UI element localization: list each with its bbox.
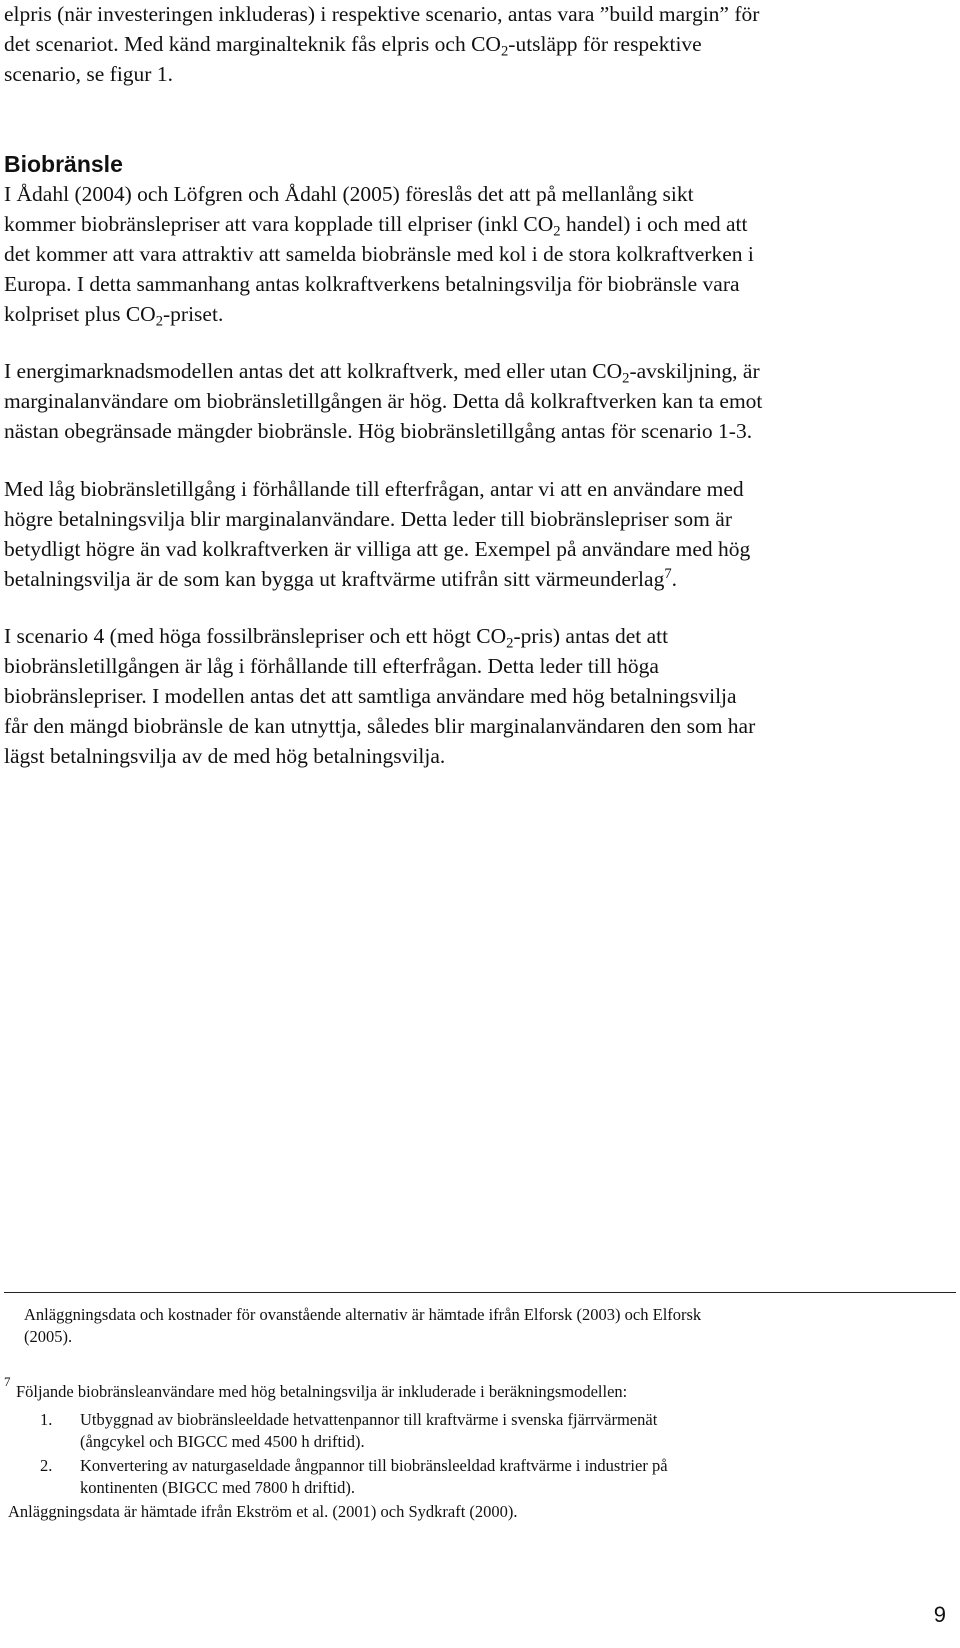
text-line: Med låg biobränsletillgång i förhållande till efterfrågan, antar vi att en användare med xyxy=(4,477,744,501)
footnote-line: Anläggningsdata och kostnader för ovanstående alternativ är hämtade ifrån Elforsk (2003) och Elforsk xyxy=(24,1305,702,1324)
text-line: får den mängd biobränsle de kan utnyttja, således blir marginalanvändaren den som har xyxy=(4,714,756,738)
footnote-item-line: Konvertering av naturgaseldade ångpannor till biobränsleeldad kraftvärme i industrier på xyxy=(80,1456,668,1475)
text-line: lägst betalningsvilja av de med hög betalningsvilja. xyxy=(4,744,446,768)
footnote-line: (2005). xyxy=(24,1327,73,1346)
footnote-item-line: Utbyggnad av biobränsleeldade hetvattenpannor till kraftvärme i svenska fjärrvärmenät xyxy=(80,1410,658,1429)
text-line: elpris (när investeringen inkluderas) i respektive scenario, antas vara ”build margin” för xyxy=(4,2,760,26)
footnote-number: 7 xyxy=(4,1374,11,1389)
footnote-source: Anläggningsdata är hämtade ifrån Ekström et al. (2001) och Sydkraft (2000). xyxy=(8,1502,518,1521)
footnote-item-number: 2. xyxy=(40,1456,53,1475)
text-line: Europa. I detta sammanhang antas kolkraftverkens betalningsvilja för biobränsle vara xyxy=(4,272,740,296)
footnote-ref: 7 xyxy=(664,565,672,582)
text-line: biobränslepriser. I modellen antas det att samtliga användare med hög betalningsvilja xyxy=(4,684,737,708)
footnote-separator xyxy=(4,1292,956,1293)
footnote-item-line: kontinenten (BIGCC med 7800 h driftid). xyxy=(80,1478,355,1497)
text-line: marginalanvändare om biobränsletillgången är hög. Detta då kolkraftverken kan ta emot xyxy=(4,389,763,413)
text-line: kolpriset plus $CO_2$-priset. xyxy=(4,302,224,330)
text-line: I energimarknadsmodellen antas det att kolkraftverk, med eller utan $CO_2$-avskiljning, är xyxy=(4,359,760,387)
text-line: kommer biobränslepriser att vara kopplade till elpriser (inkl $CO_2$ handel) i och med att xyxy=(4,212,748,240)
text-line: det scenariot. Med känd marginalteknik fås elpris och $CO_2$-utsläpp för respektive xyxy=(4,32,702,60)
text-line: I scenario 4 (med höga fossilbränslepriser och ett högt $CO_2-pris$) antas det att xyxy=(4,624,669,652)
text-line: betalningsvilja är de som kan bygga ut kraftvärme utifrån sitt värmeunderlag$^7$. xyxy=(4,565,678,591)
footnote-item-number: 1. xyxy=(40,1410,53,1429)
footnote-intro: Följande biobränsleanvändare med hög betalningsvilja är inkluderade i beräkningsmodellen: xyxy=(16,1382,628,1401)
text-line: I Ådahl (2004) och Löfgren och Ådahl (2005) föreslås det att på mellanlång sikt xyxy=(4,182,694,206)
text-line: betydligt högre än vad kolkraftverken är villiga att ge. Exempel på användare med hög xyxy=(4,537,751,561)
text-line: nästan obegränsade mängder biobränsle. Hög biobränsletillgång antas för scenario 1-3. xyxy=(4,419,753,443)
text-line: det kommer att vara attraktiv att samelda biobränsle med kol i de stora kolkraftverken i xyxy=(4,242,754,266)
footnote-item-line: (ångcykel och BIGCC med 4500 h driftid). xyxy=(80,1432,365,1451)
section-heading: Biobränsle xyxy=(4,151,123,177)
text-line: scenario, se figur 1. xyxy=(4,62,173,86)
page-number: 9 xyxy=(933,1602,946,1627)
text-line: biobränsletillgången är låg i förhållande till efterfrågan. Detta leder till höga xyxy=(4,654,659,678)
text-line: högre betalningsvilja blir marginalanvändare. Detta leder till biobränslepriser som är xyxy=(4,507,732,531)
